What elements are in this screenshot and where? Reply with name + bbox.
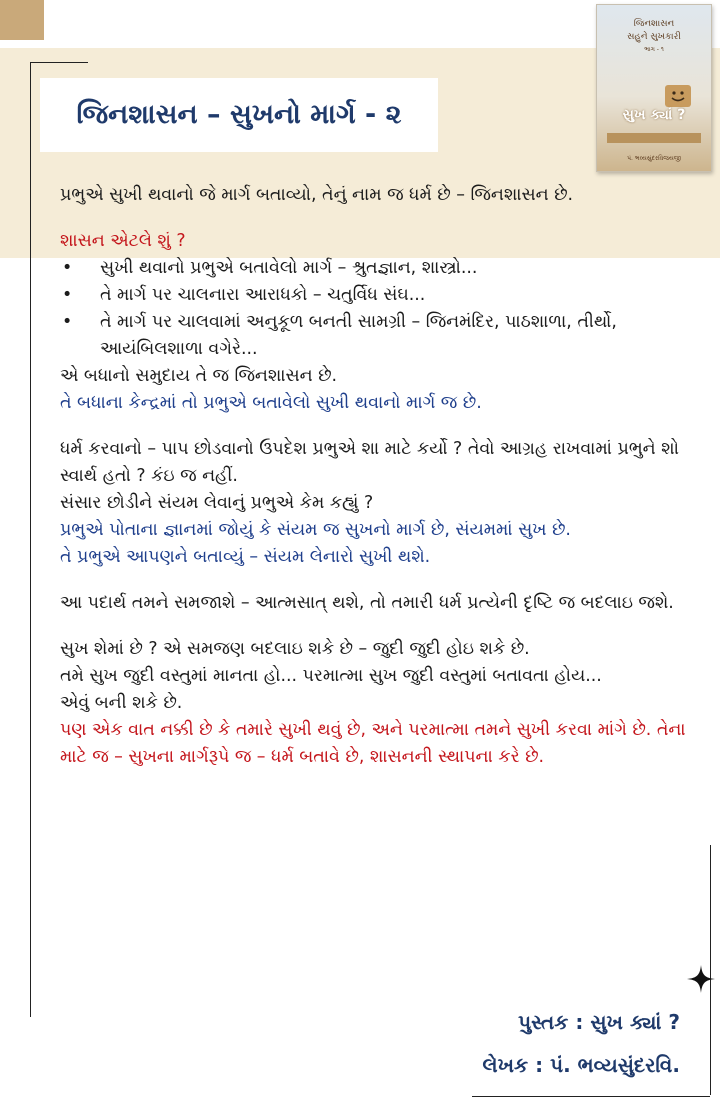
sanyam-answer-line2: તે પ્રભુએ આપણને બતાવ્યું – સંયમ લેનારો સુખી થશે. bbox=[60, 547, 431, 567]
footer-book-credit bbox=[518, 1010, 680, 1034]
sanyam-question: સંસાર છોડીને સંયમ લેવાનું પ્રભુએ કેમ કહ્યું ? bbox=[60, 493, 374, 513]
spacer bbox=[60, 617, 700, 636]
spacer bbox=[60, 209, 700, 228]
book-cover-wood-blocks bbox=[607, 133, 701, 143]
frame-line-left bbox=[30, 62, 31, 1017]
shasan-bullet-list bbox=[60, 255, 700, 363]
corner-accent-strip bbox=[0, 0, 44, 40]
spacer bbox=[60, 571, 700, 590]
frame-line-bottom bbox=[472, 1096, 710, 1097]
bani-shake-line: એવું બની શકે છે. bbox=[60, 693, 183, 713]
kendra-line: તે બધાના કેન્દ્રમાં તો પ્રભુએ બતાવેલો સુખી થવાનો માર્ગ જ છે. bbox=[60, 393, 482, 413]
sparkle-star-icon bbox=[686, 964, 716, 994]
title-box bbox=[40, 78, 438, 152]
book-cover-line2: સહુને સુખકારી bbox=[627, 32, 681, 42]
shasan-heading: શાસન એટલે શું ? bbox=[60, 231, 186, 251]
book-cover-image bbox=[596, 4, 712, 172]
intro-paragraph: પ્રભુએ સુખી થવાનો જે માર્ગ બતાવ્યો, તેનું નામ જ ધર્મ છે – જિનશાસન છે. bbox=[60, 185, 574, 205]
book-label: પુસ્તક : bbox=[518, 1010, 584, 1034]
page-title: જિનશાસન – સુખનો માર્ગ - ૨ bbox=[76, 99, 402, 130]
bullet-item: • સુખી થવાનો પ્રભુએ બતાવેલો માર્ગ – શ્રુતજ્ઞાન, શાસ્ત્રો... bbox=[60, 255, 700, 282]
book-name: સુખ ક્યાં ? bbox=[590, 1010, 680, 1034]
sukh-vastu-line: તમે સુખ જુદી વસ્તુમાં માનતા હો... પરમાત્મા સુખ જુદી વસ્તુમાં બતાવતા હોય... bbox=[60, 666, 602, 686]
book-cover-line3: ભાગ - ૧ bbox=[644, 46, 664, 53]
frame-line-top bbox=[30, 62, 88, 63]
book-cover-line1: જિનશાસન bbox=[633, 19, 675, 29]
bullet-item: • તે માર્ગ પર ચાલનારા આરાધકો – ચતુર્વિધ સંઘ... bbox=[60, 282, 700, 309]
author-name: પં. ભવ્યસુંદરવિ. bbox=[550, 1053, 680, 1077]
bullet-item: • તે માર્ગ પર ચાલવામાં અનુકૂળ બનતી સામગ્રી – જિનમંદિર, પાઠશાળા, તીર્થો, આયંબિલશાળા વગેરે... bbox=[60, 309, 700, 363]
sanyam-answer-line1: પ્રભુએ પોતાના જ્ઞાનમાં જોયું કે સંયમ જ સુખનો માર્ગ છે, સંયમમાં સુખ છે. bbox=[60, 520, 571, 540]
spacer bbox=[60, 417, 700, 436]
article-body bbox=[60, 182, 700, 771]
samuday-line: એ બધાનો સમુદાય તે જ જિનશાસન છે. bbox=[60, 366, 338, 386]
smiley-block-icon bbox=[663, 83, 693, 109]
book-cover-author: પં. ભવ્યસુંદરવિજયજી bbox=[627, 155, 681, 162]
author-label: લેખક : bbox=[482, 1053, 544, 1077]
sukh-question-line: સુખ શેમાં છે ? એ સમજણ બદલાઇ શકે છે – જુદી જુદી હોઇ શકે છે. bbox=[60, 639, 530, 659]
book-cover-sukh-text: સુખ ક્યાં ? bbox=[622, 107, 686, 123]
padarth-paragraph: આ પદાર્થ તમને સમજાશે – આત્મસાત્ થશે, તો તમારી ધર્મ પ્રત્યેની દૃષ્ટિ જ બદલાઇ જશે. bbox=[60, 593, 674, 613]
upadesh-paragraph: ધર્મ કરવાનો – પાપ છોડવાનો ઉપદેશ પ્રભુએ શા માટે કર્યો ? તેવો આગ્રહ રાખવામાં પ્રભુને શો સ્વાર્થ હતો ? કંઇ જ નહીં. bbox=[60, 439, 679, 486]
footer-author-credit bbox=[482, 1053, 680, 1077]
conclusion-paragraph: પણ એક વાત નક્કી છે કે તમારે સુખી થવું છે, અને પરમાત્મા તમને સુખી કરવા માંગે છે. તેના માટે જ – સુખના માર્ગરૂપે જ – ધર્મ બતાવે છે, શાસનની સ્થાપના કરે છે. bbox=[60, 720, 686, 767]
